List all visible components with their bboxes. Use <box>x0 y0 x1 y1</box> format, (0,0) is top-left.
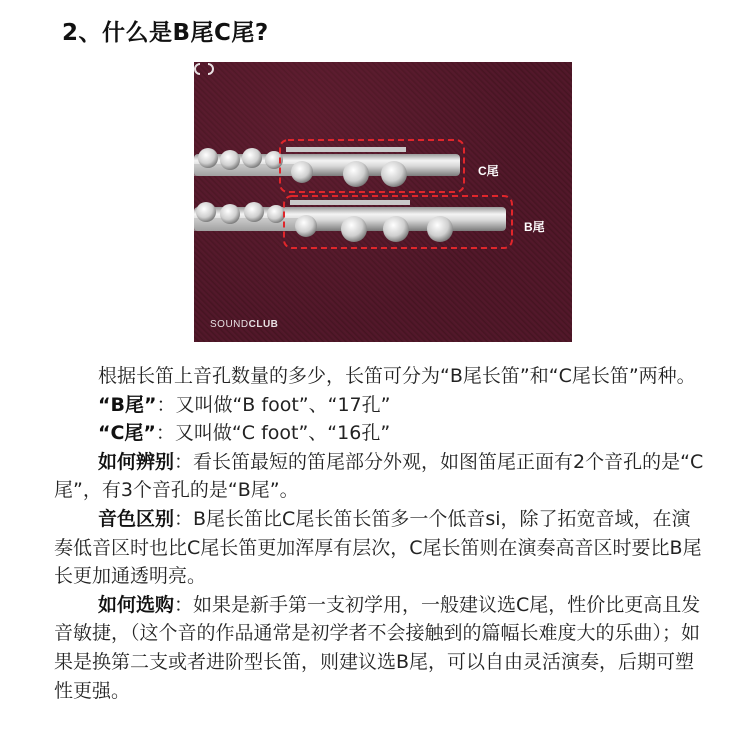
b-foot-desc: ：又叫做“B foot”、“17孔” <box>156 393 391 416</box>
b-foot-label: B尾 <box>524 220 545 234</box>
identify-desc: ：看长笛最短的笛尾部分外观，如图笛尾正面有2个音孔的是“C尾”，有3个音孔的是“B尾”。 <box>54 450 704 502</box>
c-foot-desc: ：又叫做“C foot”、“16孔” <box>155 422 391 445</box>
b-foot-term: “B尾” <box>98 393 157 416</box>
article-body <box>54 362 704 705</box>
flute-illustration <box>194 62 572 342</box>
flute-photo <box>194 62 572 342</box>
identify-term: 如何辨别 <box>98 450 175 473</box>
identify-paragraph <box>54 448 704 505</box>
timbre-paragraph <box>54 505 704 591</box>
intro-paragraph: 根据长笛上音孔数量的多少，长笛可分为“B尾长笛”和“C尾长笛”两种。 <box>98 365 696 387</box>
b-foot-paragraph <box>54 391 704 420</box>
c-foot-label: C尾 <box>478 164 499 178</box>
c-foot-paragraph <box>54 419 704 448</box>
b-foot-flute <box>194 200 506 242</box>
buy-term: 如何选购 <box>98 593 175 616</box>
section-heading: 2、什么是B尾C尾? <box>62 20 269 46</box>
c-foot-flute <box>194 147 460 187</box>
buy-paragraph <box>54 591 704 705</box>
timbre-term: 音色区别 <box>98 507 175 530</box>
soundclub-logo-text: SOUNDCLUB <box>210 319 279 330</box>
buy-desc: ：如果是新手第一支初学用，一般建议选C尾，性价比更高且发音敏捷，（这个音的作品通常是初学者不会接触到的篇幅长难度大的乐曲）；如果是换第二支或者进阶型长笛，则建议选B尾，可以自由灵活演奏，后期可塑性更强。 <box>54 593 701 702</box>
soundclub-logo-icon <box>194 62 214 76</box>
c-foot-term: “C尾” <box>98 422 156 445</box>
timbre-desc: ：B尾长笛比C尾长笛长笛多一个低音si，除了拓宽音域，在演奏低音区时也比C尾长笛更加浑厚有层次，C尾长笛则在演奏高音区时要比B尾长更加通透明亮。 <box>54 507 702 588</box>
